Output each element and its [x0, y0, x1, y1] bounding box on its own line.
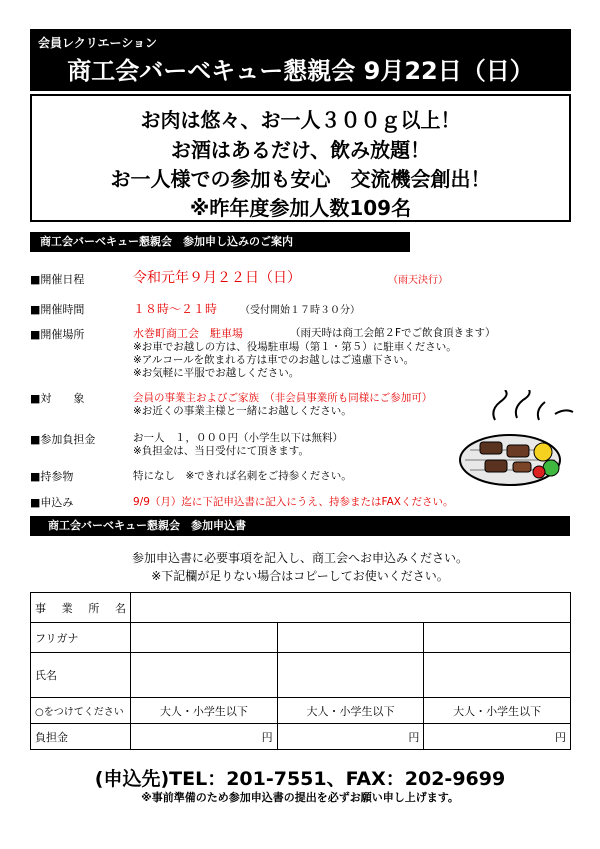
fee-line: ※負担金は、当日受付にて頂きます。	[133, 445, 309, 457]
place-label: ■開催場所	[30, 328, 85, 341]
fee-value: お一人 １，０００円（小学生以下は無料）	[133, 432, 343, 444]
furigana-label: フリガナ	[31, 623, 131, 653]
highlight-line: お一人様での参加も安心 交流機会創出！	[110, 167, 491, 191]
apply-label: ■申込み	[30, 496, 74, 509]
fee-label: ■参加負担金	[30, 433, 96, 446]
furigana-field[interactable]	[131, 623, 278, 653]
check-option[interactable]: 大人・小学生以下	[424, 698, 571, 724]
header-subtitle: 会員レクリエーション	[38, 36, 158, 50]
highlight-line: お肉は悠々、お一人３００ｇ以上！	[140, 108, 461, 132]
check-label: ○をつけてください	[31, 698, 131, 724]
business-label	[31, 593, 131, 623]
place-line: ※お気軽に平服でお越しください。	[133, 367, 300, 379]
form-row-furigana	[31, 623, 571, 653]
date-note: （雨天決行）	[388, 275, 448, 286]
furigana-field[interactable]	[277, 623, 424, 653]
form-row-fee	[31, 724, 571, 750]
section-form-title: 商工会バーベキュー懇親会 参加申込書	[30, 516, 570, 536]
highlight-box	[30, 94, 571, 222]
section-guide-title: 商工会バーベキュー懇親会 参加申し込みのご案内	[30, 232, 410, 252]
event-header	[30, 29, 571, 91]
place-note: （雨天時は商工会館２Fでご飲食頂きます）	[290, 327, 496, 339]
fee-row-label: 負担金	[31, 724, 131, 750]
smoke-icon	[493, 390, 573, 420]
bbq-grill-illustration	[455, 390, 580, 500]
fee-field[interactable]: 円	[277, 724, 424, 750]
name-field[interactable]	[424, 653, 571, 698]
highlight-line: お酒はあるだけ、飲み放題！	[170, 138, 431, 162]
contact-line: (申込先)TEL：201-7551、FAX：202-9699	[94, 768, 506, 790]
fee-field[interactable]: 円	[424, 724, 571, 750]
date-value: 令和元年９月２２日（日）	[133, 270, 301, 286]
form-intro-line: ※下記欄が足りない場合はコピーしてお使いください。	[151, 569, 449, 583]
place-value: 水巻町商工会 駐車場	[133, 327, 243, 340]
highlight-line: ※昨年度参加人数109名	[189, 196, 412, 220]
name-label: 氏名	[31, 653, 131, 698]
target-label: ■対 象	[30, 392, 85, 405]
place-line: ※アルコールを飲まれる方は車でのお越しはご遠慮下さい。	[133, 354, 415, 366]
time-value: １８時〜２１時	[133, 302, 218, 316]
time-label: ■開催時間	[30, 303, 85, 316]
form-row-name	[31, 653, 571, 698]
application-form	[30, 592, 571, 750]
target-value: 会員の事業主およびご家族 （非会員事業所も同様にご参加可）	[133, 392, 433, 404]
bring-value: 特になし ※できれば名刺をご持参ください。	[133, 470, 352, 482]
form-row-business	[31, 593, 571, 623]
header-title: 商工会バーベキュー懇親会 9月22日（日）	[67, 57, 534, 85]
check-option[interactable]: 大人・小学生以下	[131, 698, 278, 724]
contact-note: ※事前準備のため参加申込書の提出を必ずお願い申し上げます。	[141, 791, 459, 804]
fee-field[interactable]: 円	[131, 724, 278, 750]
check-option[interactable]: 大人・小学生以下	[277, 698, 424, 724]
form-intro-line: 参加申込書に必要事項を記入し、商工会へお申込みください。	[131, 551, 468, 565]
business-field[interactable]	[131, 593, 571, 623]
place-line: ※お車でお越しの方は、役場駐車場（第１・第５）に駐車ください。	[133, 341, 457, 353]
time-note: （受付開始１７時３０分）	[240, 305, 360, 316]
name-field[interactable]	[277, 653, 424, 698]
target-line: ※お近くの事業主様と一緒にお越しください。	[133, 405, 352, 417]
bring-label: ■持参物	[30, 470, 74, 483]
furigana-field[interactable]	[424, 623, 571, 653]
business-label-text: 事 業 所 名	[35, 601, 126, 615]
name-field[interactable]	[131, 653, 278, 698]
apply-value: 9/9（月）迄に下記申込書に記入にうえ、持参またはFAXください。	[133, 496, 454, 508]
form-row-check	[31, 698, 571, 724]
date-label: ■開催日程	[30, 273, 85, 286]
